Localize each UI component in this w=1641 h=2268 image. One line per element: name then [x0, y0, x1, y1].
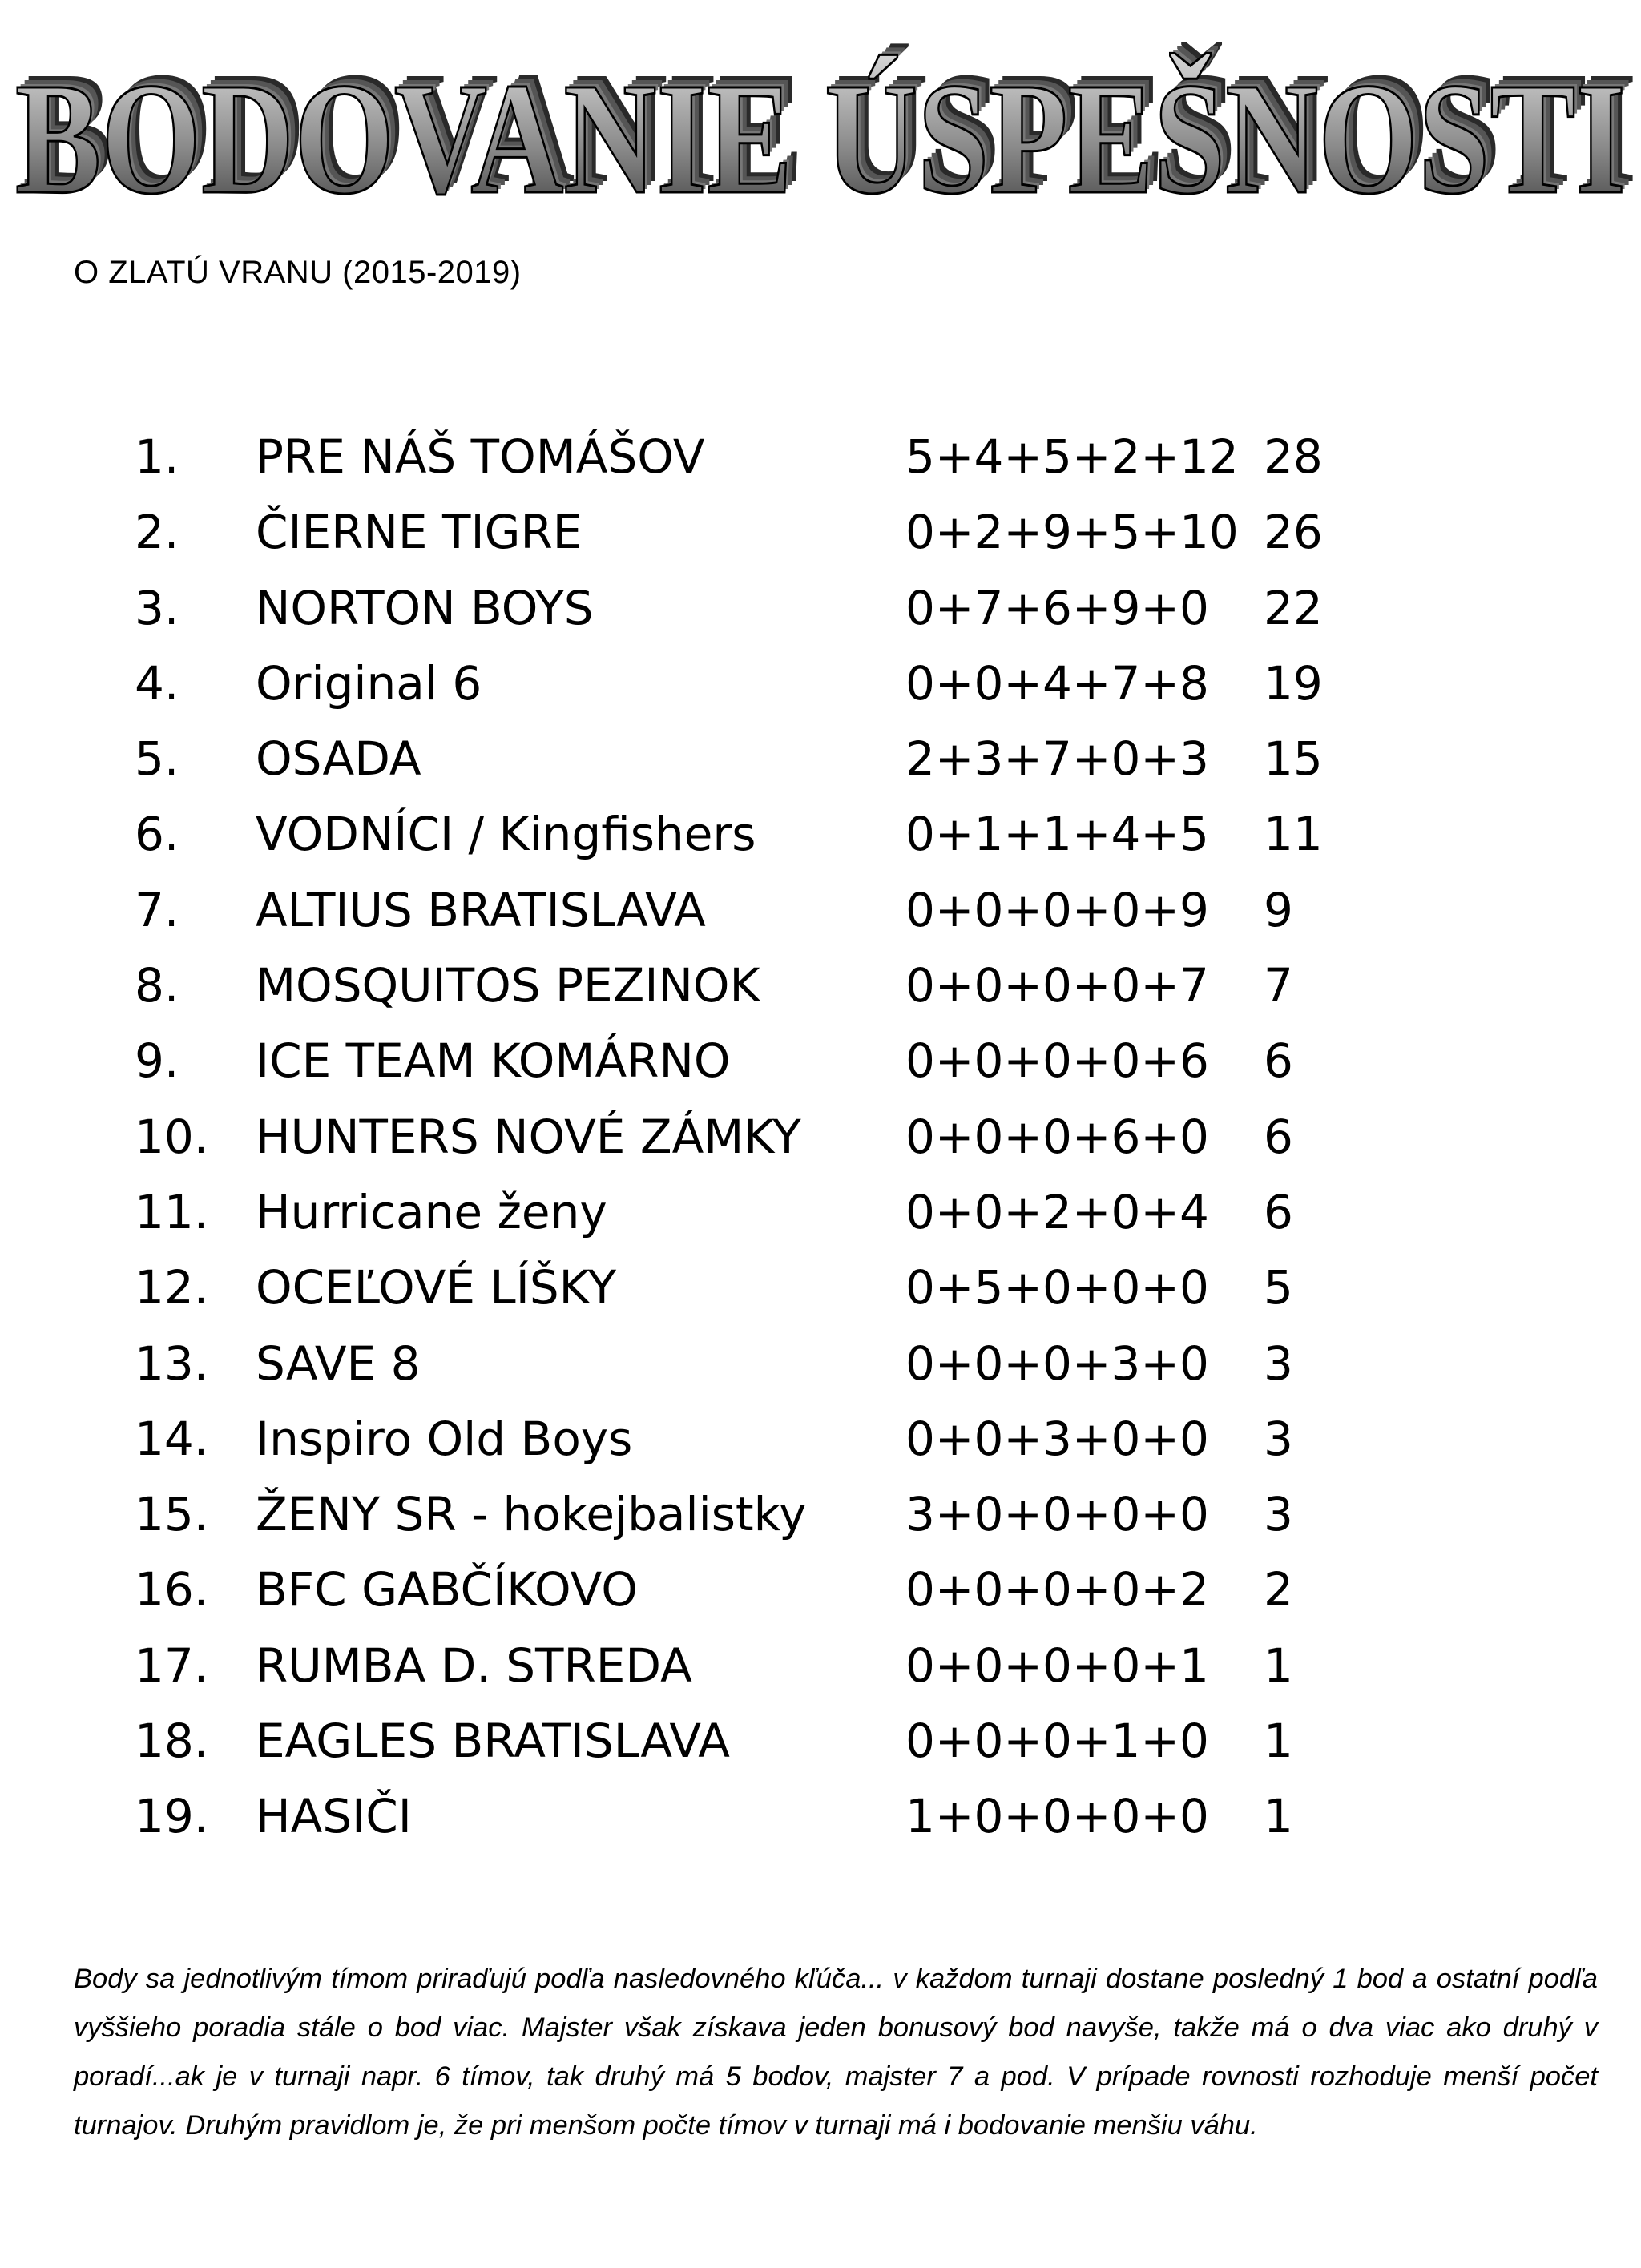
standings-row: [0, 872, 1641, 948]
team-cell: Original 6: [256, 655, 482, 711]
team-cell: OCEĽOVÉ LÍŠKY: [256, 1260, 617, 1315]
total-points-cell: 3: [1264, 1411, 1293, 1466]
points-breakdown-cell: 0+0+0+0+2: [905, 1562, 1209, 1617]
points-breakdown-cell: 5+4+5+2+12: [905, 429, 1239, 484]
points-breakdown-cell: 0+0+0+0+1: [905, 1638, 1209, 1693]
standings-list: [0, 419, 1641, 1855]
team-cell: ICE TEAM KOMÁRNO: [256, 1033, 731, 1089]
rank-cell: 9.: [135, 1033, 179, 1089]
points-breakdown-cell: 0+0+4+7+8: [905, 655, 1209, 711]
total-points-cell: 6: [1264, 1109, 1293, 1164]
standings-row: [0, 1401, 1641, 1476]
standings-row: [0, 1703, 1641, 1779]
total-points-cell: 1: [1264, 1714, 1293, 1769]
total-points-cell: 1: [1264, 1638, 1293, 1693]
standings-row: [0, 1476, 1641, 1552]
standings-row: [0, 721, 1641, 796]
team-cell: OSADA: [256, 731, 421, 787]
rank-cell: 13.: [135, 1335, 209, 1391]
rank-cell: 4.: [135, 655, 179, 711]
team-cell: SAVE 8: [256, 1335, 421, 1391]
points-breakdown-cell: 0+0+0+1+0: [905, 1714, 1209, 1769]
standings-row: [0, 1099, 1641, 1174]
standings-row: [0, 948, 1641, 1023]
total-points-cell: 5: [1264, 1260, 1293, 1315]
points-breakdown-cell: 0+0+0+0+6: [905, 1033, 1209, 1089]
subtitle: O ZLATÚ VRANU (2015-2019): [74, 255, 522, 290]
total-points-cell: 26: [1264, 505, 1323, 560]
total-points-cell: 7: [1264, 958, 1293, 1013]
title-extrusion-1: BODOVANIE ÚSPEŠNOSTI: [18, 47, 1629, 224]
rank-cell: 12.: [135, 1260, 209, 1315]
points-breakdown-cell: 0+0+0+6+0: [905, 1109, 1209, 1164]
points-breakdown-cell: 0+7+6+9+0: [905, 580, 1209, 635]
total-points-cell: 3: [1264, 1487, 1293, 1542]
rank-cell: 16.: [135, 1562, 209, 1617]
total-points-cell: 2: [1264, 1562, 1293, 1617]
rank-cell: 10.: [135, 1109, 209, 1164]
title-face: BODOVANIE ÚSPEŠNOSTI: [15, 50, 1626, 224]
standings-row: [0, 419, 1641, 494]
scoring-note: Body sa jednotlivým tímom priraďujú podľa nasledovného kľúča... v každom turnaji dostane posledný 1 bod a ostatní podľa vyššieho poradia stále o bod viac. Majster však získava jeden bonusový bod navyše, takže má o dva viac ako druhý v poradí...ak je v turnaji napr. 6 tímov, tak druhý má 5 bodov, majster 7 a pod. V prípade rovnosti rozhoduje menší počet turnajov. Druhým pravidlom je, že pri menšom počte tímov v turnaji má i bodovanie menšiu váhu.: [74, 1964, 1598, 2141]
team-cell: BFC GABČÍKOVO: [256, 1562, 638, 1617]
team-cell: HASIČI: [256, 1789, 412, 1844]
team-cell: Hurricane ženy: [256, 1184, 607, 1239]
points-breakdown-cell: 0+0+0+3+0: [905, 1335, 1209, 1391]
points-breakdown-cell: 0+1+1+4+5: [905, 807, 1209, 862]
standings-row: [0, 1552, 1641, 1627]
points-breakdown-cell: 0+5+0+0+0: [905, 1260, 1209, 1315]
total-points-cell: 15: [1264, 731, 1323, 787]
rank-cell: 14.: [135, 1411, 209, 1466]
standings-row: [0, 796, 1641, 872]
total-points-cell: 9: [1264, 882, 1293, 937]
standings-row: [0, 1779, 1641, 1854]
points-breakdown-cell: 3+0+0+0+0: [905, 1487, 1209, 1542]
total-points-cell: 3: [1264, 1335, 1293, 1391]
team-cell: ŽENY SR - hokejbalistky: [256, 1487, 807, 1542]
points-breakdown-cell: 0+0+3+0+0: [905, 1411, 1209, 1466]
standings-row: [0, 1023, 1641, 1098]
standings-row: [0, 570, 1641, 646]
rank-cell: 3.: [135, 580, 179, 635]
standings-row: [0, 1174, 1641, 1250]
wordart-title-graphic: [0, 0, 1641, 224]
points-breakdown-cell: 0+0+2+0+4: [905, 1184, 1209, 1239]
total-points-cell: 1: [1264, 1789, 1293, 1844]
points-breakdown-cell: 0+0+0+0+9: [905, 882, 1209, 937]
standings-row: [0, 1326, 1641, 1401]
total-points-cell: 28: [1264, 429, 1323, 484]
total-points-cell: 6: [1264, 1184, 1293, 1239]
rank-cell: 17.: [135, 1638, 209, 1693]
points-breakdown-cell: 0+2+9+5+10: [905, 505, 1239, 560]
total-points-cell: 19: [1264, 655, 1323, 711]
points-breakdown-cell: 2+3+7+0+3: [905, 731, 1209, 787]
standings-row: [0, 646, 1641, 721]
team-cell: RUMBA D. STREDA: [256, 1638, 692, 1693]
team-cell: Inspiro Old Boys: [256, 1411, 633, 1466]
team-cell: MOSQUITOS PEZINOK: [256, 958, 760, 1013]
total-points-cell: 11: [1264, 807, 1323, 862]
team-cell: ALTIUS BRATISLAVA: [256, 882, 706, 937]
total-points-cell: 6: [1264, 1033, 1293, 1089]
total-points-cell: 22: [1264, 580, 1323, 635]
rank-cell: 2.: [135, 505, 179, 560]
rank-cell: 15.: [135, 1487, 209, 1542]
team-cell: NORTON BOYS: [256, 580, 594, 635]
team-cell: VODNÍCI / Kingfishers: [256, 807, 756, 862]
team-cell: HUNTERS NOVÉ ZÁMKY: [256, 1109, 801, 1164]
title-extrusion-2: BODOVANIE ÚSPEŠNOSTI: [22, 43, 1633, 220]
team-cell: PRE NÁŠ TOMÁŠOV: [256, 429, 705, 484]
team-cell: EAGLES BRATISLAVA: [256, 1714, 730, 1769]
rank-cell: 6.: [135, 807, 179, 862]
title-extrusion-3: BODOVANIE ÚSPEŠNOSTI: [26, 39, 1637, 216]
standings-row: [0, 494, 1641, 570]
wordart-title: [0, 0, 1641, 224]
rank-cell: 5.: [135, 731, 179, 787]
rank-cell: 8.: [135, 958, 179, 1013]
points-breakdown-cell: 0+0+0+0+7: [905, 958, 1209, 1013]
rank-cell: 18.: [135, 1714, 209, 1769]
rank-cell: 19.: [135, 1789, 209, 1844]
team-cell: ČIERNE TIGRE: [256, 505, 583, 560]
rank-cell: 7.: [135, 882, 179, 937]
rank-cell: 1.: [135, 429, 179, 484]
standings-row: [0, 1628, 1641, 1703]
rank-cell: 11.: [135, 1184, 209, 1239]
standings-row: [0, 1250, 1641, 1325]
points-breakdown-cell: 1+0+0+0+0: [905, 1789, 1209, 1844]
